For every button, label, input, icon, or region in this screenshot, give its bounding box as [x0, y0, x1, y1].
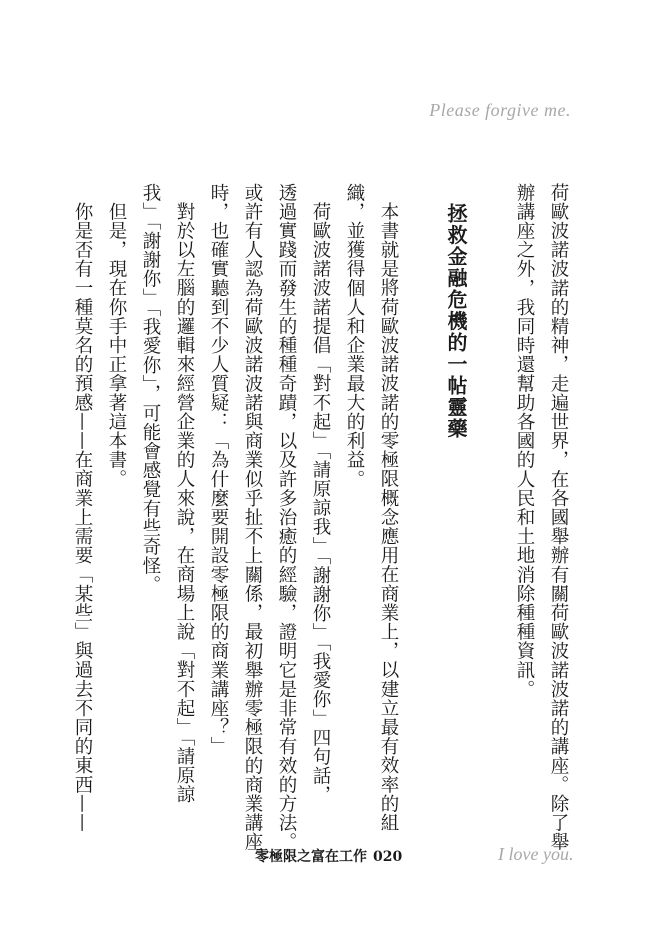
decorative-script-bottom: I love you. [498, 844, 574, 864]
section-gap [473, 183, 507, 823]
section-heading: 拯救金融危機的一帖靈藥 [444, 203, 468, 440]
text-line: 或許有人認為荷歐波諾波諾與商業似乎扯不上關係，最初舉辦零極限的商業講座 [242, 183, 263, 852]
text-columns [65, 183, 575, 852]
page-number: 020 [373, 849, 403, 865]
text-line: 透過實踐而發生的種種奇蹟，以及許多治癒的經驗，證明它是非常有效的方法。 [276, 183, 297, 852]
decorative-script-top: Please forgive me. [429, 100, 571, 120]
text-line: 時，也確實聽到不少人質疑：「為什麼要開設零極限的商業講座？」 [208, 183, 229, 756]
text-line: 對於以左腦的邏輯來經營企業的人來說，在商場上說「對不起」「請原諒 [174, 202, 195, 804]
text-line: 本書就是將荷歐波諾波諾的零極限概念應用在商業上，以建立最有效率的組 [378, 202, 399, 833]
text-line: 織，並獲得個人和企業最大的利益。 [344, 183, 365, 489]
book-title: 零極限之富在工作 [255, 849, 367, 865]
text-line: 荷歐波諾波諾的精神，走遍世界，在各國舉辦有關荷歐波諾波諾的講座。除了舉 [548, 183, 569, 852]
text-line: 辦講座之外，我同時還幫助各國的人民和土地消除種種資訊。 [514, 183, 535, 699]
text-line: 我」「謝謝你」「我愛你」，可能會感覺有些奇怪。 [140, 183, 161, 595]
section-gap [405, 183, 439, 823]
text-line: 荷歐波諾波諾提倡「對不起」「請原諒我」「謝謝你」「我愛你」四句話， [310, 202, 331, 805]
text-line: 你是否有一種莫名的預感——在商業上需要「某些」與過去不同的東西—— [72, 202, 93, 833]
vertical-text-block [72, 183, 575, 852]
text-line: 但是，現在你手中正拿著這本書。 [106, 202, 127, 489]
page-footer [255, 846, 402, 866]
